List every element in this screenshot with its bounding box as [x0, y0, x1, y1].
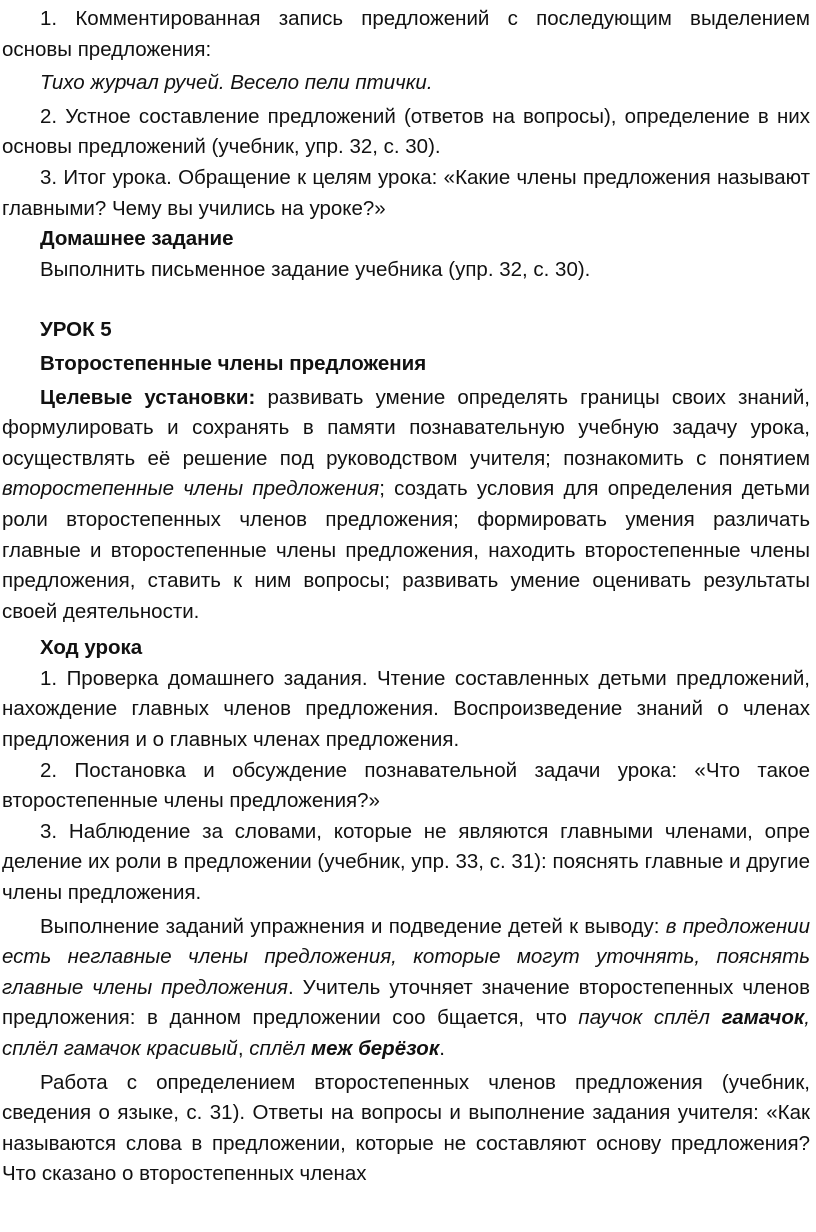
conclusion-italic: в предложении есть неглавные члены предложения, которые могут уточнять, пояснять главные члены предложения — [2, 914, 810, 999]
goals-text-2: ; создать условия для определения детьми роли второстепенных членов предложения; формировать умения различать главные и второстепенные члены предложения, находить второстепенные члены предложения, ставить к ним вопросы; развивать умение оценивать результаты своей деятельности. — [2, 477, 810, 623]
course-title: Ход урока — [40, 636, 143, 660]
work-paragraph: Работа с определением второстепенных членов предложения (учебник, сведения о языке, с. 31). Ответы на вопросы и выполнение задания учителя: «Как называются слова в предложении, которые не составляют основу предложения? Что сказано о второстепенных членах — [2, 1070, 810, 1186]
goals-label: Целевые установки: — [40, 385, 256, 409]
lesson-step-3: 3. Наблюдение за словами, которые не являются главными членами, опре деление их роли в предложении (учебник, упр. 33, с. 31): пояснять главные и другие члены предложения. — [2, 819, 810, 905]
goals-text-1: развивать умение определять границы своих знаний, формулировать и сохранять в памяти познавательную учебную задачу урока, осуществлять её решение под руководством учителя; познакомить с понятием — [2, 385, 810, 470]
goals-term: второстепенные члены предложения — [2, 477, 380, 501]
homework-text: Выполнить письменное задание учебника (упр. 32, с. 30). — [40, 257, 591, 281]
homework-title: Домашнее задание — [40, 227, 234, 251]
conclusion-after: . Учитель уточняет значение второстепенных членов предложения: в данном предложении соо бщается, что — [2, 975, 810, 1030]
example-bold-2: меж берёзок — [311, 1037, 440, 1060]
lesson-step-1: 1. Проверка домашнего задания. Чтение составленных детьми предложений, нахождение главных членов предложения. Воспроизведение знаний о членах предложения и о главных членах предложения. — [2, 666, 810, 752]
spacer — [2, 285, 810, 315]
conclusion-intro: Выполнение заданий упражнения и подведение детей к выводу: — [40, 914, 666, 938]
example-period: . — [439, 1037, 445, 1060]
lesson-goals — [2, 383, 810, 628]
example-part-2: , сплёл гамачок красивый — [2, 1006, 810, 1060]
prev-item-3: 3. Итог урока. Обращение к целям урока: «Какие члены предложения называют главными? Чему вы учились на уроке?» — [2, 165, 810, 220]
example-bold-1: гамачок — [721, 1006, 805, 1030]
conclusion-paragraph — [2, 912, 810, 1065]
example-comma: , — [237, 1037, 250, 1060]
prev-item-2: 2. Устное составление предложений (ответов на вопросы), определение в них основы предложений (учебник, упр. 32, с. 30). — [2, 104, 810, 159]
lesson-step-2: 2. Постановка и обсуждение познавательной задачи урока: «Что такое второстепенные члены предложения?» — [2, 758, 810, 813]
prev-item-1: 1. Комментированная запись предложений с последующим выделением основы предложения: — [2, 7, 810, 61]
example-part-3: сплёл — [249, 1037, 311, 1060]
lesson-topic: Второстепенные члены предложения — [40, 351, 427, 375]
lesson-number: УРОК 5 — [40, 318, 112, 342]
example-part-1: паучок сплёл — [578, 1006, 722, 1030]
example-sentences: Тихо журчал ручей. Весело пели птички. — [40, 71, 433, 95]
